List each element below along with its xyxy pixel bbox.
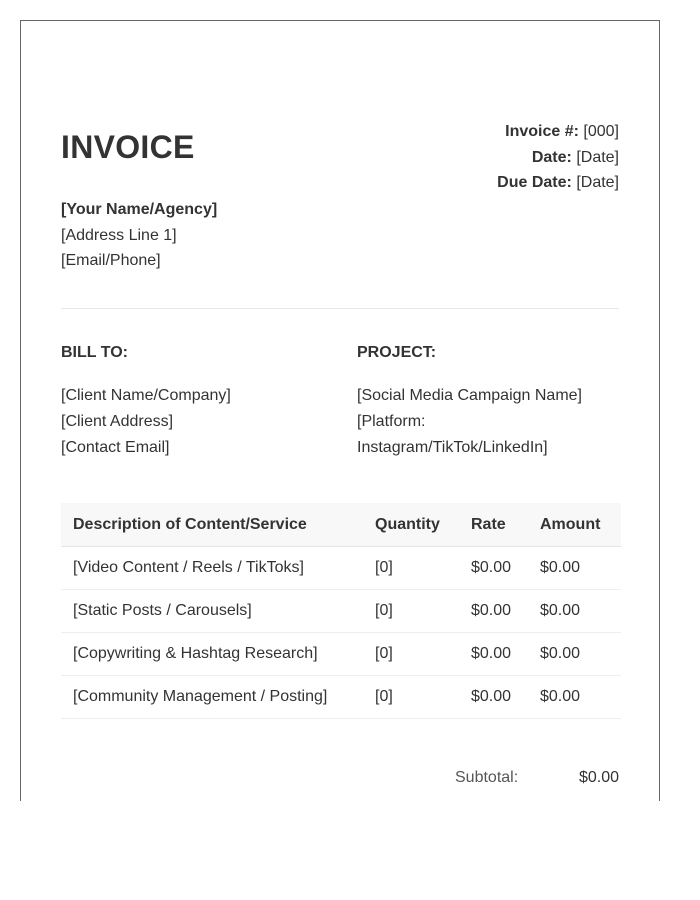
cell-quantity: [0]	[363, 633, 459, 676]
cell-description: [Community Management / Posting]	[61, 676, 363, 719]
invoice-page	[20, 20, 660, 801]
header-rate: Rate	[459, 503, 528, 547]
invoice-content	[61, 21, 619, 801]
section-divider	[61, 308, 619, 309]
sender-address: [Address Line 1]	[61, 226, 177, 244]
cell-rate: $0.00	[459, 590, 528, 633]
subtotal-value: $0.00	[578, 769, 619, 786]
cell-rate: $0.00	[459, 633, 528, 676]
cell-amount: $0.00	[528, 633, 621, 676]
cell-quantity: [0]	[363, 590, 459, 633]
subtotal-label: Subtotal:	[455, 769, 519, 786]
invoice-date-label: Date:	[531, 148, 572, 166]
cell-description: [Video Content / Reels / TikToks]	[61, 547, 363, 590]
invoice-title: INVOICE	[61, 129, 195, 165]
cell-amount: $0.00	[528, 547, 621, 590]
cell-description: [Static Posts / Carousels]	[61, 590, 363, 633]
invoice-date-value: [Date]	[576, 148, 619, 166]
invoice-number-value: [000]	[583, 123, 619, 140]
table-row	[61, 676, 621, 719]
header-quantity: Quantity	[363, 503, 459, 547]
invoice-due-date-value: [Date]	[576, 174, 619, 191]
invoice-meta	[497, 119, 619, 196]
bill-to-heading: BILL TO:	[61, 344, 128, 361]
invoice-number-row	[497, 119, 619, 145]
sender-info	[61, 197, 217, 274]
header-description: Description of Content/Service	[61, 503, 363, 547]
table-row	[61, 590, 621, 633]
table-header-row	[61, 503, 621, 547]
invoice-due-date-row	[497, 170, 619, 196]
sender-contact: [Email/Phone]	[61, 252, 161, 269]
cell-rate: $0.00	[459, 547, 528, 590]
sender-name: [Your Name/Agency]	[61, 201, 218, 218]
line-items-table	[61, 503, 621, 719]
invoice-due-date-label: Due Date:	[497, 174, 572, 191]
cell-amount: $0.00	[528, 590, 621, 633]
table-row	[61, 633, 621, 676]
project-section	[357, 343, 619, 461]
subtotal-row	[455, 769, 619, 787]
cell-quantity: [0]	[363, 547, 459, 590]
bill-to-section	[61, 343, 231, 461]
project-campaign-name: [Social Media Campaign Name]	[357, 387, 582, 404]
bill-to-client-address: [Client Address]	[61, 413, 174, 430]
table-row	[61, 547, 621, 590]
cell-description: [Copywriting & Hashtag Research]	[61, 633, 363, 676]
invoice-number-label: Invoice #:	[505, 123, 579, 140]
project-platform: [Platform: Instagram/TikTok/LinkedIn]	[357, 413, 548, 456]
cell-rate: $0.00	[459, 676, 528, 719]
header-amount: Amount	[528, 503, 621, 547]
cell-quantity: [0]	[363, 676, 459, 719]
bill-to-client-name: [Client Name/Company]	[61, 387, 231, 404]
cell-amount: $0.00	[528, 676, 621, 719]
project-heading: PROJECT:	[357, 344, 437, 361]
invoice-date-row	[497, 145, 619, 171]
bill-to-contact-email: [Contact Email]	[61, 439, 170, 456]
